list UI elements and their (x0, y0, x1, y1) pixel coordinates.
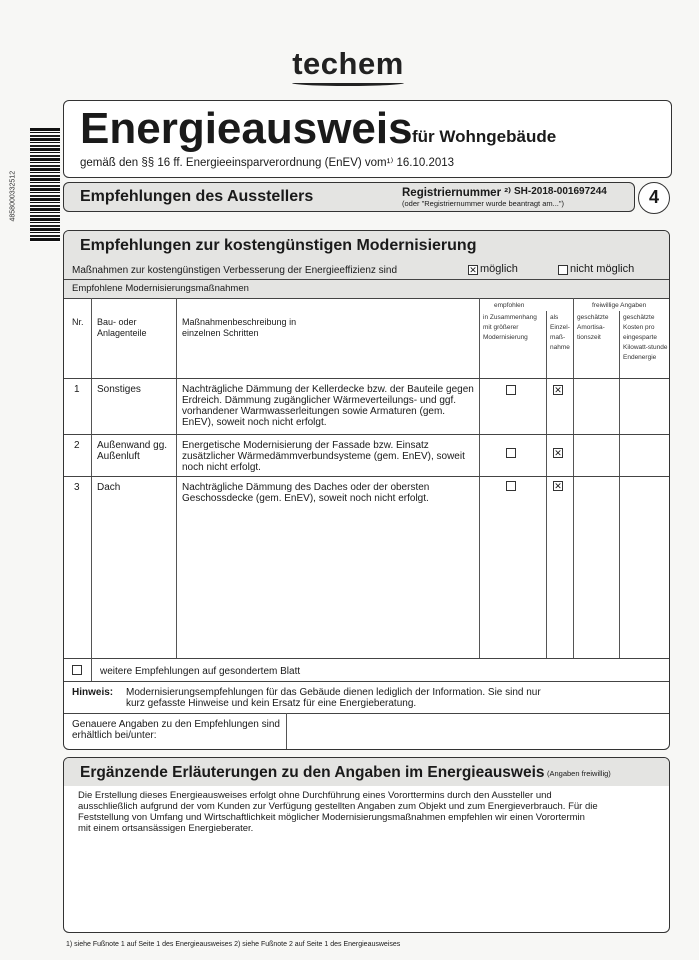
barcode (30, 128, 60, 242)
col-freiwillig: freiwillige Angaben (592, 302, 647, 309)
registration-number: SH-2018-001697244 (514, 186, 607, 197)
col-beschreibung: Maßnahmenbeschreibung in einzelnen Schritten (182, 317, 297, 338)
barcode-number: 4858000332512 (9, 170, 17, 222)
row3-beschreibung: Nachträgliche Dämmung des Daches oder der obersten Geschossdecke (gem. EnEV), soweit noch nicht erfolgt. (182, 482, 430, 504)
document-subtitle: gemäß den §§ 16 ff. Energieeinsparverordnung (EnEV) vom¹⁾ 16.10.2013 (80, 157, 455, 169)
col-amortisation: geschätzte Amortisa-tionszeit (577, 314, 609, 341)
techem-logo: techem (292, 46, 404, 81)
row2-nr: 2 (74, 440, 80, 451)
registration-hint: (oder "Registriernummer wurde beantragt am...") (402, 199, 565, 208)
row1-einzel-checkbox[interactable]: ✕ (554, 385, 562, 395)
section-title: Empfehlungen des Ausstellers (80, 188, 314, 205)
erlaeuterungen-text: Die Erstellung dieses Energieausweises erfolgt ohne Durchführung eines Vororttermins durch den Aussteller und ausschließlich aufgrund der vom Kunden zur Verfügung gestellten Angaben zum Objekt und zum Energieverbrauch. Für die Feststellung von Umfang und Wirtschaftlichkeit möglicher Modernisierungsmaßnahmen empfehlen wir einen Vorortermin mit einem ortsansässigen Energieberater. (78, 790, 598, 834)
erlaeuterungen-title: Ergänzende Erläuterungen zu den Angaben im Energieausweis (80, 764, 545, 781)
checkbox-moeglich[interactable]: ✕ (469, 265, 477, 275)
col-einzel: als Einzel-maß-nahme (550, 314, 570, 351)
page-number: 4 (638, 182, 670, 214)
erlaeuterungen-title-note: (Angaben freiwillig) (547, 769, 611, 778)
row1-beschreibung: Nachträgliche Dämmung der Kellerdecke bzw. der Bauteile gegen Erdreich. Dämmung zugänglicher Wärmeverteilungs- und ggf. vorhandener Warmwasserleitungen sowie Armaturen (gem. EnEV), soweit noch nicht erfolgt. (182, 384, 474, 428)
recommended-label: Empfohlene Modernisierungsmaßnahmen (72, 283, 249, 294)
modernisierung-title: Empfehlungen zur kostengünstigen Modernisierung (80, 237, 477, 254)
document-title-suffix: für Wohngebäude (412, 127, 557, 146)
col-kosten: geschätzte Kosten pro eingesparte Kilowatt-stunde Endenergie (623, 314, 668, 361)
row1-bauteil: Sonstiges (97, 384, 141, 395)
row2-bauteil: Außenwand gg. Außenluft (97, 440, 168, 462)
col-empfohlen: empfohlen (494, 302, 525, 309)
row3-nr: 3 (74, 482, 80, 493)
row2-beschreibung: Energetische Modernisierung der Fassade bzw. Einsatz zusätzlicher Wärmedämmverbundsysteme (gem. EnEV), soweit noch nicht erfolgt. (182, 440, 465, 473)
row1-nr: 1 (74, 384, 80, 395)
logo-swoosh (292, 80, 404, 86)
col-zusammenhang: in Zusammenhang mit größerer Modernisierung (483, 314, 537, 341)
modernisierung-box (63, 230, 670, 750)
measures-text: Maßnahmen zur kostengünstigen Verbesserung der Energieeffizienz sind (72, 265, 398, 276)
option-nicht-moeglich-label: nicht möglich (570, 263, 635, 275)
erlaeuterungen-box (63, 757, 670, 933)
col-bauteil: Bau- oder Anlagenteile (97, 317, 147, 338)
row3-zusammenhang-checkbox[interactable] (506, 481, 516, 491)
checkbox-nicht-moeglich[interactable] (558, 265, 568, 275)
footnote: 1) siehe Fußnote 1 auf Seite 1 des Energieausweises 2) siehe Fußnote 2 auf Seite 1 des Energieausweises (66, 941, 401, 948)
col-nr: Nr. (72, 317, 84, 327)
details-label: Genauere Angaben zu den Empfehlungen sind erhältlich bei/unter: (72, 719, 280, 741)
hint-text: Modernisierungsempfehlungen für das Gebäude dienen lediglich der Information. Sie sind nur kurz gefasste Hinweise und kein Ersatz für eine Energieberatung. (126, 687, 541, 709)
document-title: Energieausweis (80, 104, 413, 153)
hint-label: Hinweis: (72, 687, 114, 698)
row2-zusammenhang-checkbox[interactable] (506, 448, 516, 458)
further-label: weitere Empfehlungen auf gesondertem Blatt (100, 666, 301, 677)
registration-label: Registriernummer ²⁾ (402, 187, 511, 199)
row3-bauteil: Dach (97, 482, 121, 493)
row1-zusammenhang-checkbox[interactable] (506, 385, 516, 395)
option-moeglich-label: möglich (480, 263, 518, 275)
further-checkbox[interactable] (72, 665, 82, 675)
row3-einzel-checkbox[interactable]: ✕ (554, 481, 562, 491)
row2-einzel-checkbox[interactable]: ✕ (554, 448, 562, 458)
